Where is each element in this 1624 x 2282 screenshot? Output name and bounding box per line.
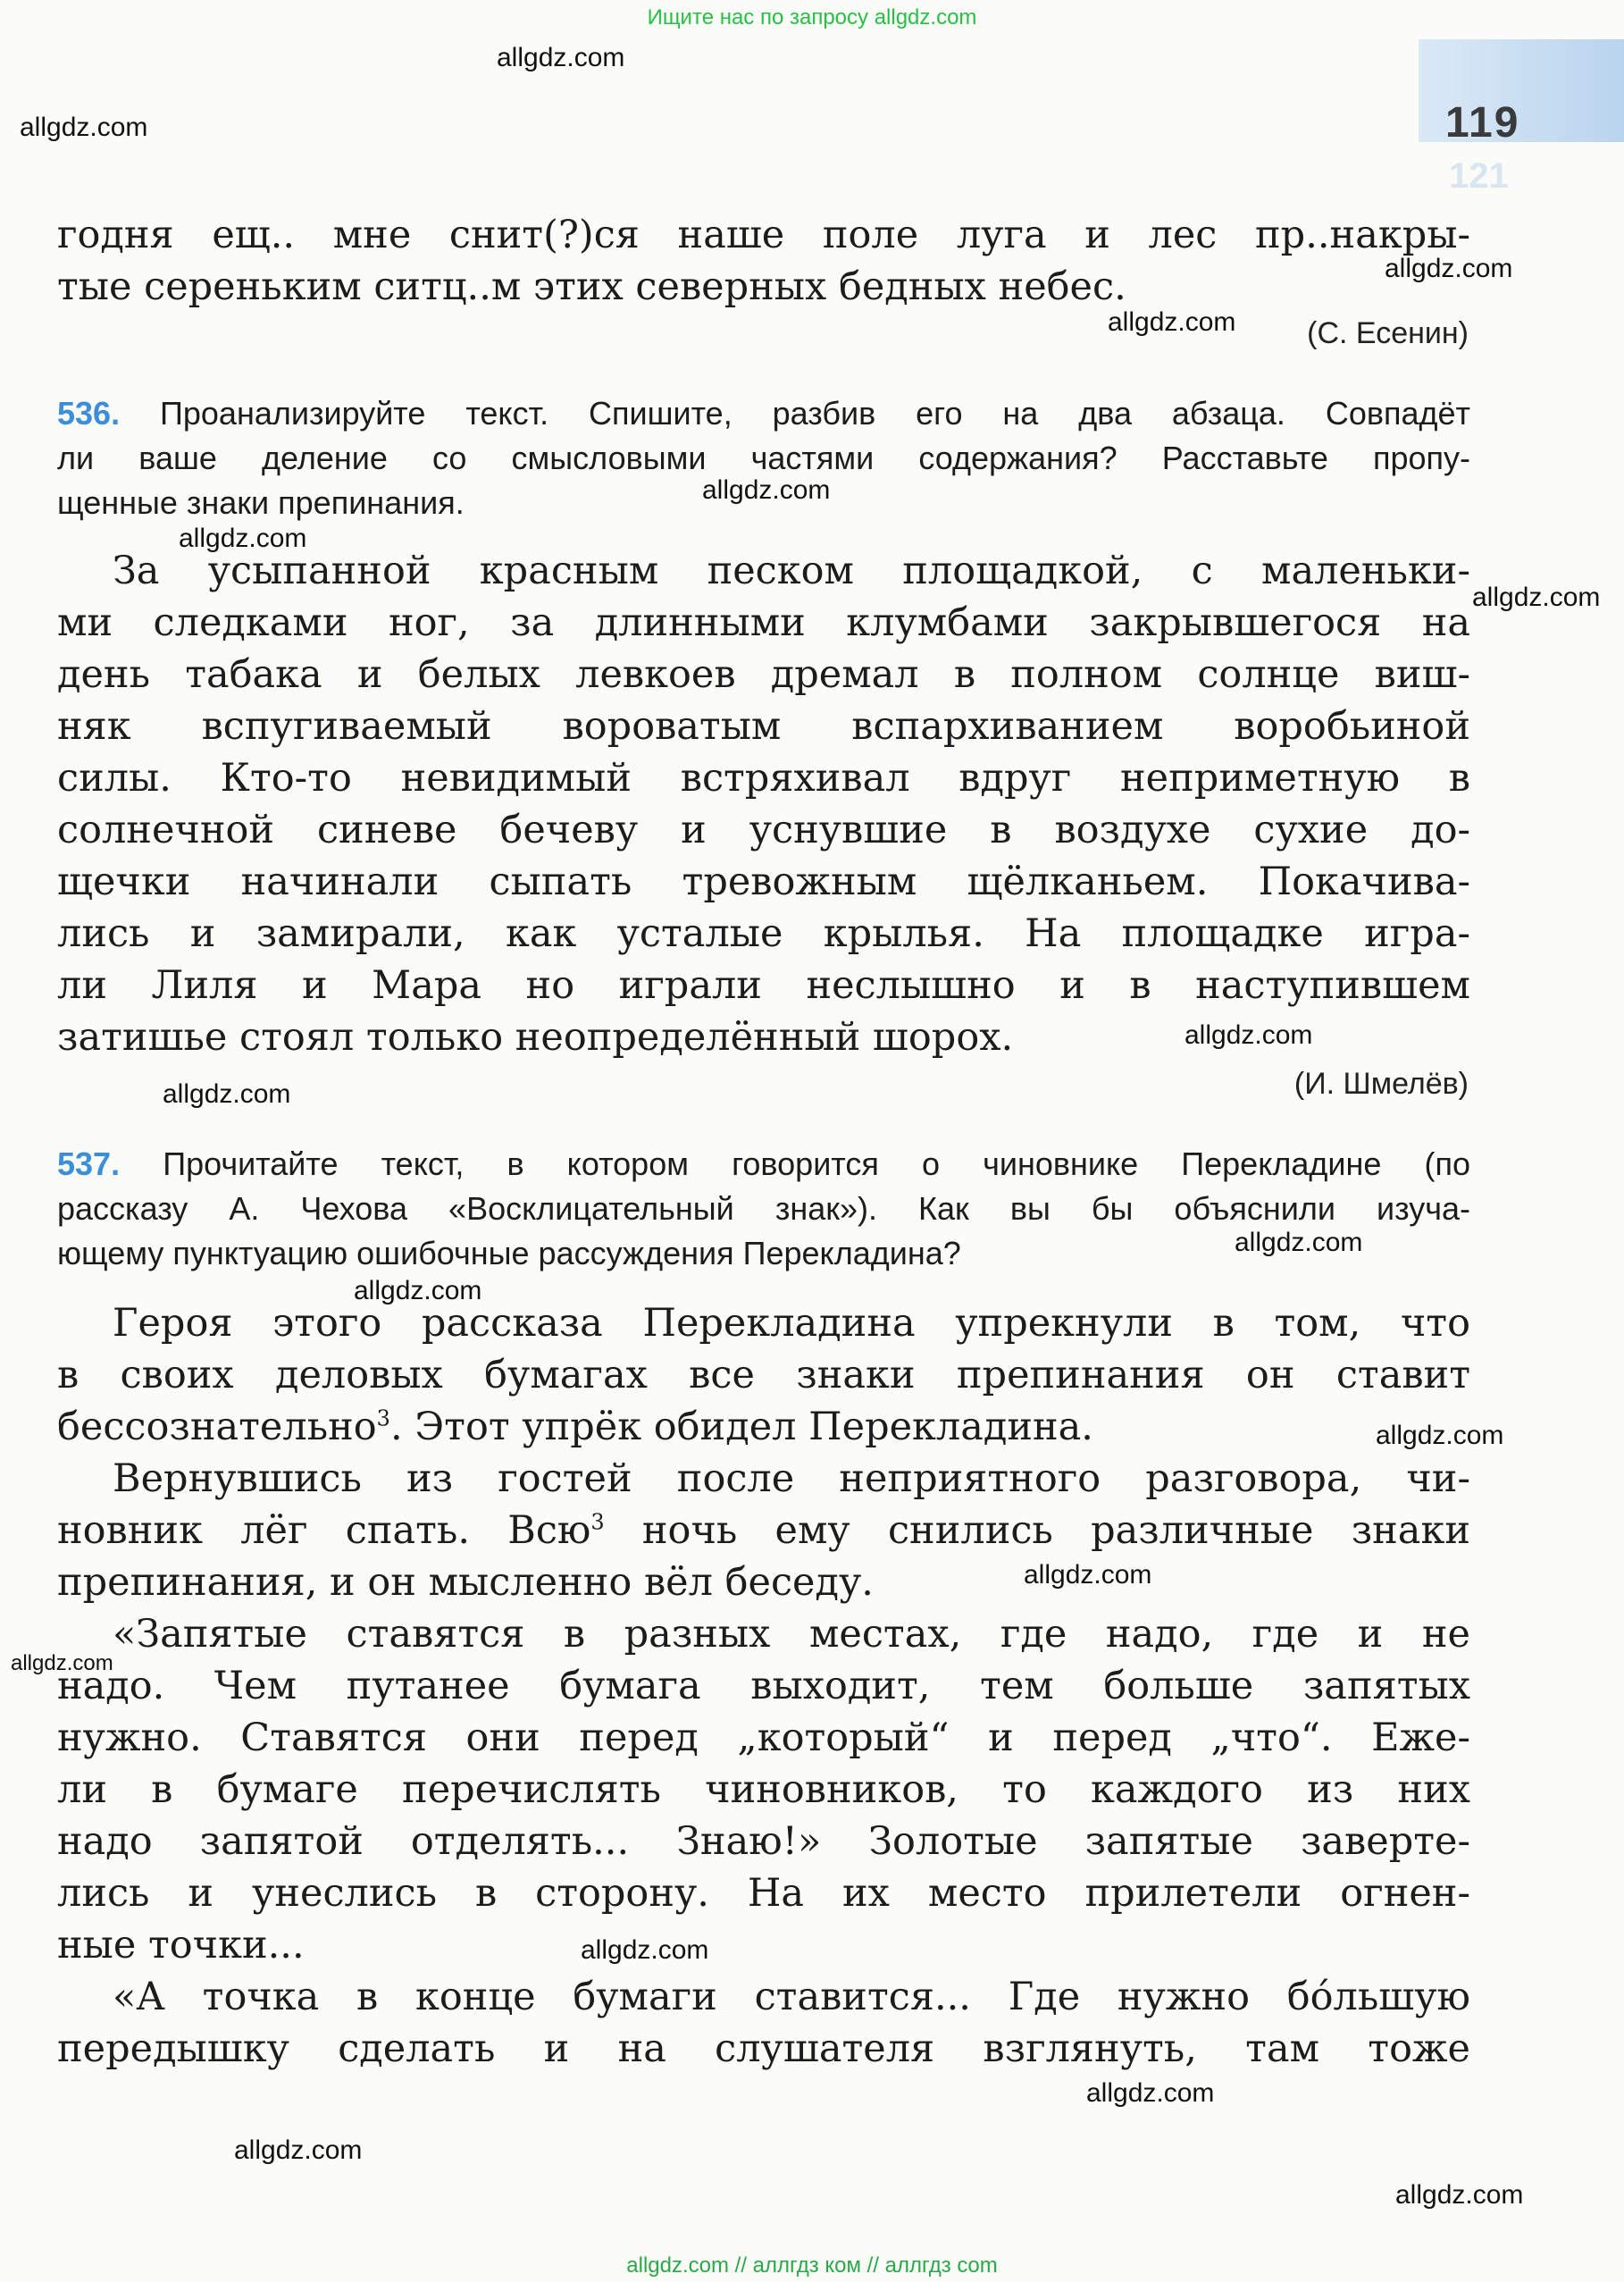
exercise-text-line: солнечной синеве бечеву и уснувшие в воздухе сухие до-	[57, 808, 1470, 852]
exercise-text-line: надо запятой отделять... Знаю!» Золотые запятые заверте-	[57, 1819, 1470, 1864]
watermark: allgdz.com	[1385, 254, 1513, 283]
exercise-text-line: в своих деловых бумагах все знаки препинания он ставит	[57, 1353, 1470, 1397]
exercise-text-line: щечки начинали сыпать тревожным щёлканьем. Покачива-	[57, 860, 1470, 904]
watermark: allgdz.com	[702, 475, 831, 505]
exercise-text-line: няк вспугиваемый вороватым вспархиванием воробьиной	[57, 704, 1470, 749]
poem-line: тые сереньким ситц..м этих северных бедных небес.	[57, 264, 1126, 309]
top-search-banner: Ищите нас по запросу allgdz.com	[647, 5, 977, 29]
exercise-text-line: лись и унеслись в сторону. На их место прилетели огнен-	[57, 1871, 1470, 1916]
page-number: 119	[1445, 99, 1520, 147]
exercise-text-line: бессознательно$^3$. Этот упрёк обидел Перекладина.	[57, 1405, 1093, 1449]
exercise-text-line: лись и замирали, как усталые крылья. На площадке игра-	[57, 911, 1470, 956]
exercise-text-line: «Запятые ставятся в разных местах, где надо, где и не	[113, 1612, 1470, 1657]
watermark: allgdz.com	[1086, 2078, 1215, 2108]
exercise-text-line: Вернувшись из гостей после неприятного разговора, чи-	[113, 1456, 1470, 1501]
watermark: allgdz.com	[354, 1276, 482, 1305]
watermark: allgdz.com	[1108, 307, 1236, 337]
watermark: allgdz.com	[1235, 1228, 1363, 1257]
poem-attribution: (С. Есенин)	[1307, 316, 1469, 350]
watermark: allgdz.com	[20, 113, 148, 142]
footnote-mark: 3	[590, 1509, 605, 1535]
exercise-text-line: нужно. Ставятся они перед „который“ и перед „что“. Еже-	[57, 1716, 1470, 1760]
text-attribution: (И. Шмелёв)	[1293, 1067, 1469, 1101]
page-number-bleed-through: 121	[1449, 156, 1509, 196]
exercise-number: 536.	[57, 395, 121, 432]
watermark: allgdz.com	[581, 1935, 709, 1965]
exercise-instruction-line: рассказу А. Чехова «Восклицательный знак»). Как вы бы объяснили изуча-	[57, 1190, 1470, 1227]
exercise-text-line: новник лёг спать. Всю$^3$ ночь ему снились различные знаки	[57, 1508, 1470, 1553]
watermark: allgdz.com	[1395, 2180, 1524, 2210]
exercise-text-line: «А точка в конце бумаги ставится... Где нужно бо́льшую	[113, 1975, 1470, 2019]
exercise-instruction-line: ющему пунктуацию ошибочные рассуждения Перекладина?	[57, 1235, 961, 1271]
watermark: allgdz.com	[1185, 1020, 1313, 1050]
exercise-instruction-line: 536. Проанализируйте текст. Спишите, разбив его на два абзаца. Совпадёт	[57, 395, 1470, 432]
exercise-text-line: передышку сделать и на слушателя взглянуть, там тоже	[57, 2026, 1470, 2071]
exercise-instruction-line: щенные знаки препинания.	[57, 484, 465, 521]
exercise-text-line: ные точки...	[57, 1923, 305, 1967]
exercise-number: 537.	[57, 1145, 121, 1182]
exercise-text-line: ли в бумаге перечислять чиновников, то каждого из них	[57, 1767, 1470, 1812]
watermark: allgdz.com	[1376, 1421, 1504, 1450]
exercise-text-line: затишье стоял только неопределённый шорох.	[57, 1015, 1014, 1060]
poem-line: годня ещ.. мне снит(?)ся наше поле луга и лес пр..накры-	[57, 213, 1470, 257]
exercise-text-line: Героя этого рассказа Перекладина упрекнули в том, что	[113, 1301, 1470, 1346]
exercise-text-line: препинания, и он мысленно вёл беседу.	[57, 1560, 874, 1605]
footnote-mark: 3	[376, 1405, 390, 1431]
exercise-instruction-line: ли ваше деление со смысловыми частями содержания? Расставьте пропу-	[57, 440, 1470, 476]
watermark: allgdz.com	[234, 2135, 363, 2165]
bottom-watermark-bar: allgdz.com // аллгдз ком // аллгдз com	[626, 2253, 998, 2278]
watermark: allgdz.com	[1024, 1560, 1152, 1590]
exercise-text-line: силы. Кто-то невидимый встряхивал вдруг неприметную в	[57, 756, 1470, 801]
exercise-text-line: надо. Чем путанее бумага выходит, тем больше запятых	[57, 1664, 1470, 1708]
exercise-text-line: день табака и белых левкоев дремал в полном солнце виш-	[57, 652, 1470, 697]
watermark: allgdz.com	[497, 43, 625, 72]
watermark: allgdz.com	[179, 524, 307, 553]
exercise-537	[57, 1142, 1470, 2075]
exercise-text-line: ми следками ног, за длинными клумбами закрывшегося на	[57, 600, 1470, 645]
watermark: allgdz.com	[1472, 583, 1601, 612]
exercise-text-line: За усыпанной красным песком площадкой, с маленьки-	[113, 549, 1470, 593]
exercise-instruction-line: 537. Прочитайте текст, в котором говорится о чиновнике Перекладине (по	[57, 1145, 1470, 1182]
watermark: allgdz.com	[163, 1079, 291, 1109]
watermark: allgdz.com	[11, 1651, 113, 1675]
exercise-text-line: ли Лиля и Мара но играли неслышно и в наступившем	[57, 963, 1470, 1008]
poem-fragment	[57, 209, 1470, 354]
